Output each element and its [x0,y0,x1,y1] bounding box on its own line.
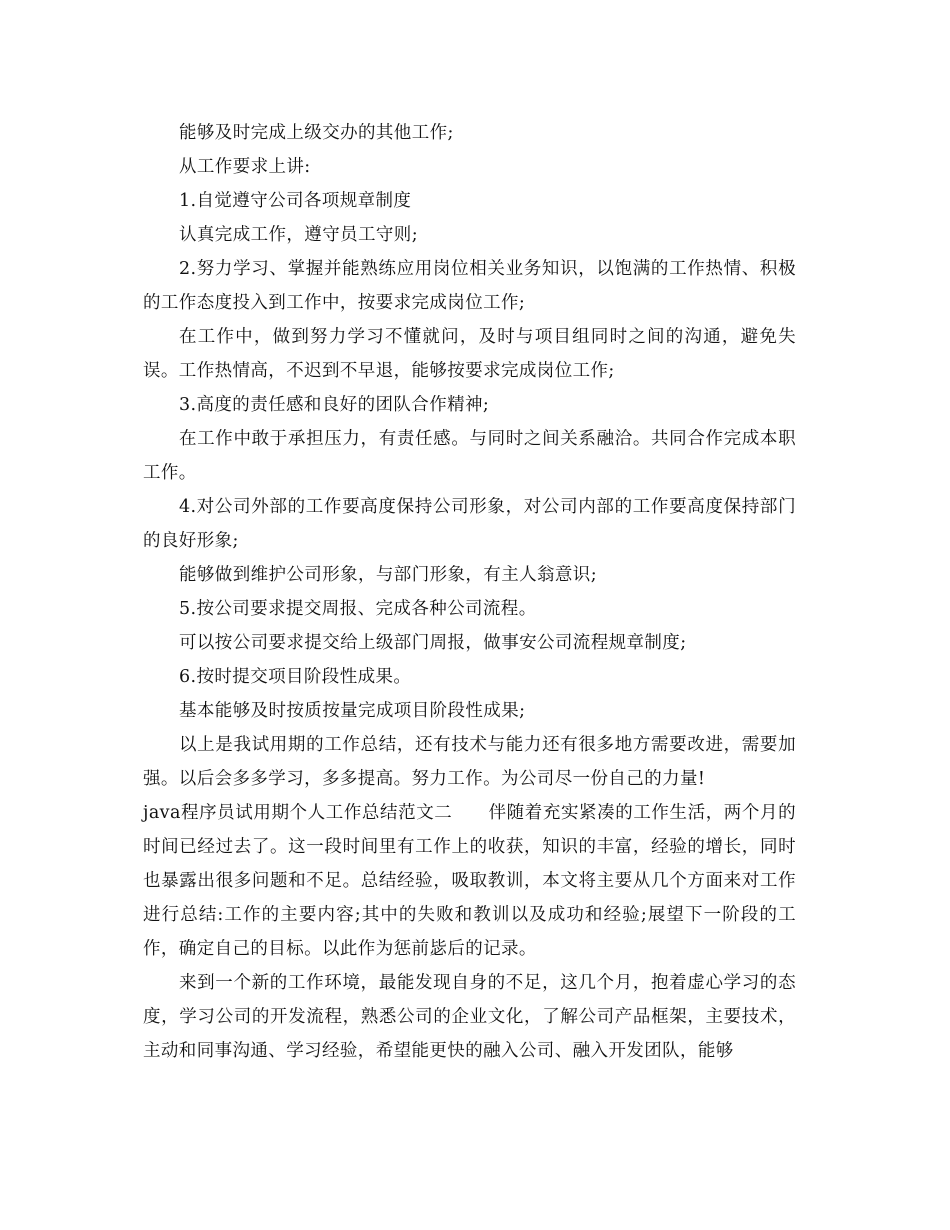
paragraph-2: 从工作要求上讲: [179,157,311,177]
paragraph-8: 在工作中敢于承担压力，有责任感。与同时之间关系融洽。共同合作完成本职工作。 [143,429,796,483]
paragraph-3: 1.自觉遵守公司各项规章制度 [179,191,412,211]
paragraph-4: 认真完成工作，遵守员工守则; [179,225,418,245]
paragraph-10: 能够做到维护公司形象，与部门形象，有主人翁意识; [179,565,597,585]
paragraph-1: 能够及时完成上级交办的其他工作; [179,123,454,143]
paragraph-14: 基本能够及时按质按量完成项目阶段性成果; [179,701,526,721]
paragraph-6: 在工作中，做到努力学习不懂就问，及时与项目组同时之间的沟通，避免失误。工作热情高，不迟到不早退，能够按要求完成岗位工作; [143,327,796,381]
paragraph-7: 3.高度的责任感和良好的团队合作精神; [179,395,490,415]
paragraph-15: 以上是我试用期的工作总结，还有技术与能力还有很多地方需要改进，需要加强。以后会多多学习，多多提高。努力工作。为公司尽一份自己的力量! [143,735,796,789]
paragraph-13: 6.按时提交项目阶段性成果。 [179,667,412,687]
document-body [143,116,796,1068]
paragraph-9: 4.对公司外部的工作要高度保持公司形象，对公司内部的工作要高度保持部门的良好形象; [143,497,796,551]
paragraph-11: 5.按公司要求提交周报、完成各种公司流程。 [179,599,537,619]
paragraph-5: 2.努力学习、掌握并能熟练应用岗位相关业务知识，以饱满的工作热情、积极的工作态度投入到工作中，按要求完成岗位工作; [143,259,796,313]
paragraph-17: 来到一个新的工作环境，最能发现自身的不足，这几个月，抱着虚心学习的态度，学习公司的开发流程，熟悉公司的企业文化，了解公司产品框架，主要技术，主动和同事沟通、学习经验，希望能更快的融入公司、融入开发团队，能够 [143,973,796,1061]
paragraph-16: java程序员试用期个人工作总结范文二 伴随着充实紧凑的工作生活，两个月的时间已经过去了。这一段时间里有工作上的收获，知识的丰富，经验的增长，同时也暴露出很多问题和不足。总结经验，吸取教训，本文将主要从几个方面来对工作进行总结:工作的主要内容;其中的失败和教训以及成功和经验;展望下一阶段的工作，确定自己的目标。以此作为惩前毖后的记录。 [143,803,796,959]
paragraph-12: 可以按公司要求提交给上级部门周报，做事安公司流程规章制度; [179,633,687,653]
